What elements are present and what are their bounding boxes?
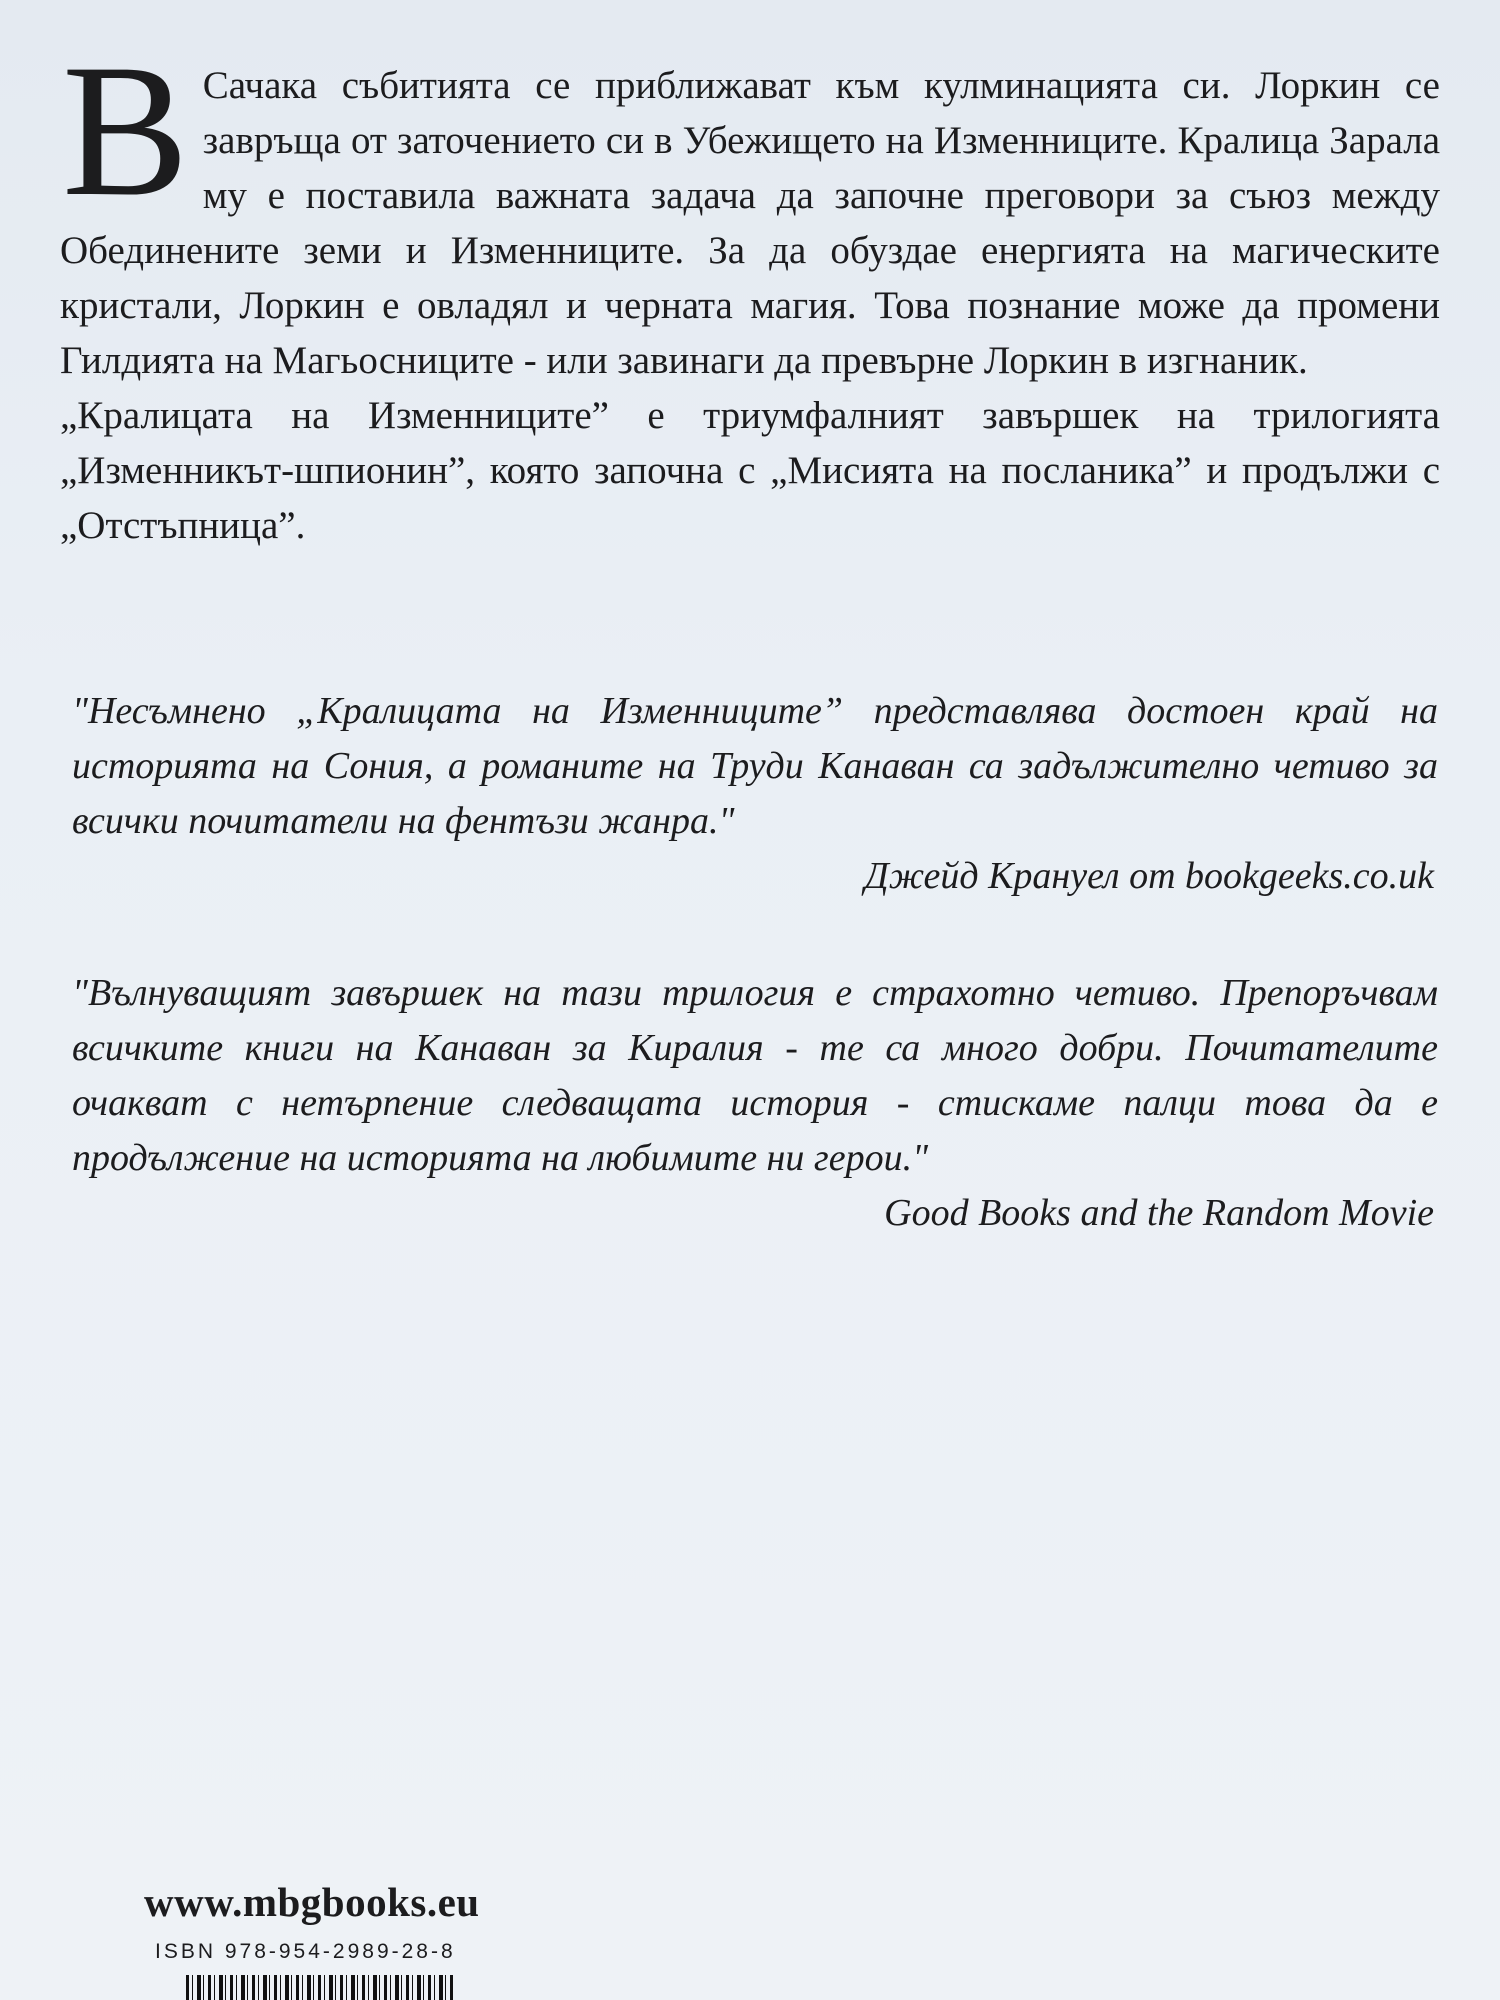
- review-quote-1: [72, 684, 1438, 904]
- review-quote-2-source: Good Books and the Random Movie: [884, 1192, 1434, 1234]
- blurb-paragraph-2: „Кралицата на Изменниците” е триумфалният завършек на трилогията „Изменникът-шпионин”, която започна с „Мисията на посланика” и продължи с „Отстъпница”.: [60, 394, 1440, 547]
- blurb-paragraph-1: [60, 26, 1440, 388]
- publisher-website: www.mbgbooks.eu: [144, 1879, 480, 1925]
- drop-cap: В: [62, 26, 189, 236]
- book-blurb: [60, 26, 1440, 553]
- barcode: [186, 1975, 456, 2000]
- blurb-paragraph-1-text: Сачака събитията се приближават към кулминацията си. Лоркин се завръща от заточението си в Убежището на Изменниците. Кралица Зарала му е поставила важната задача да започне преговори за съюз между Обединените земи и Изменниците. За да обуздае енергията на магическите кристали, Лоркин е овладял и черната магия. Това познание може да промени Гилдията на Магьосниците - или завинаги да превърне Лоркин в изгнаник.: [60, 64, 1440, 382]
- review-quote-2: [72, 966, 1438, 1241]
- review-quote-1-source: Джейд Крануел от bookgeeks.co.uk: [864, 855, 1434, 897]
- review-quote-2-text: "Вълнуващият завършек на тази трилогия е страхотно четиво. Препоръчвам всичките книги на Канаван за Киралия - те са много добри. Почитателите очакват с нетърпение следващата история - стискаме палци това да е продължение на историята на любимите ни герои.": [72, 972, 1438, 1179]
- review-quote-1-text: "Несъмнено „Кралицата на Изменниците” представлява достоен край на историята на Сония, а романите на Труди Канаван са задължително четиво за всички почитатели на фентъзи жанра.": [72, 690, 1438, 842]
- isbn-number: ISBN 978-954-2989-28-8: [155, 1940, 456, 1963]
